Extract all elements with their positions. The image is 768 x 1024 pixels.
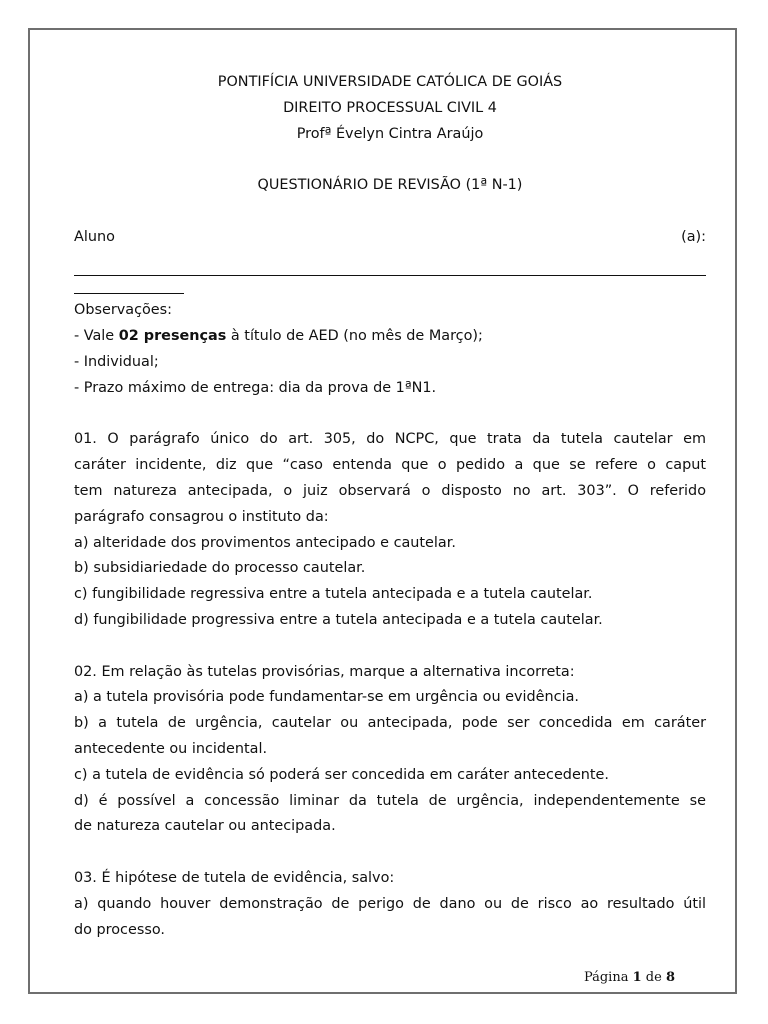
observation-highlight: 02 presenças [118,328,227,345]
student-name-blank [74,251,706,277]
question-option: b) a tutela de urgência, cautelar ou antecipada, pode ser concedida em caráter [74,715,706,732]
question-text-line: tem natureza antecipada, o juiz observará o disposto no art. 303”. O referido [74,482,706,499]
document-content [74,70,706,943]
total-pages: 8 [665,970,675,985]
question-option: a) a tutela provisória pode fundamentar-se em urgência ou evidência. [74,689,579,706]
question-option: do processo. [74,921,165,938]
question-text-line: 03. É hipótese de tutela de evidência, salvo: [74,869,395,886]
observation-item: - Individual; [74,353,159,370]
question-option: c) fungibilidade regressiva entre a tutela antecipada e a tutela cautelar. [74,586,593,603]
observation-item: - Prazo máximo de entrega: dia da prova de 1ªN1. [74,379,437,396]
question-3 [74,866,706,943]
question-2 [74,660,706,841]
page-word: Página [583,970,629,985]
question-option: b) subsidiariedade do processo cautelar. [74,560,366,577]
of-word: de [645,970,662,985]
course-name: DIREITO PROCESSUAL CIVIL 4 [283,99,497,116]
document-title: QUESTIONÁRIO DE REVISÃO (1ª N-1) [257,177,523,194]
student-name-blank-continued [74,276,184,294]
student-label-suffix: (a): [681,228,706,245]
observations-heading: Observações: [74,302,172,319]
question-text-line: caráter incidente, diz que “caso entenda que o pedido a que se refere o caput [74,457,706,474]
question-option: d) é possível a concessão liminar da tutela de urgência, independentemente se [74,792,706,809]
student-label: Aluno [74,228,115,245]
current-page: 1 [632,970,642,985]
question-text-line: 02. Em relação às tutelas provisórias, marque a alternativa incorreta: [74,663,575,680]
university-name: PONTIFÍCIA UNIVERSIDADE CATÓLICA DE GOIÁS [217,74,563,90]
student-name-line [74,225,706,251]
question-option: d) fungibilidade progressiva entre a tutela antecipada e a tutela cautelar. [74,611,603,628]
page-number [584,970,675,985]
professor-name: Profª Évelyn Cintra Araújo [296,125,484,142]
question-option: a) alteridade dos provimentos antecipado e cautelar. [74,534,456,551]
question-text-line: parágrafo consagrou o instituto da: [74,508,329,525]
observations [74,298,706,401]
question-option: antecedente ou incidental. [74,740,268,757]
question-option: a) quando houver demonstração de perigo de dano ou de risco ao resultado útil [74,895,706,912]
document-page [28,28,737,994]
question-option: c) a tutela de evidência só poderá ser concedida em caráter antecedente. [74,766,609,783]
question-text-line: 01. O parágrafo único do art. 305, do NCPC, que trata da tutela cautelar em [74,431,706,448]
observation-item: - Vale 02 presenças à título de AED (no mês de Março); [74,328,483,345]
question-1 [74,427,706,633]
question-option: de natureza cautelar ou antecipada. [74,818,336,835]
